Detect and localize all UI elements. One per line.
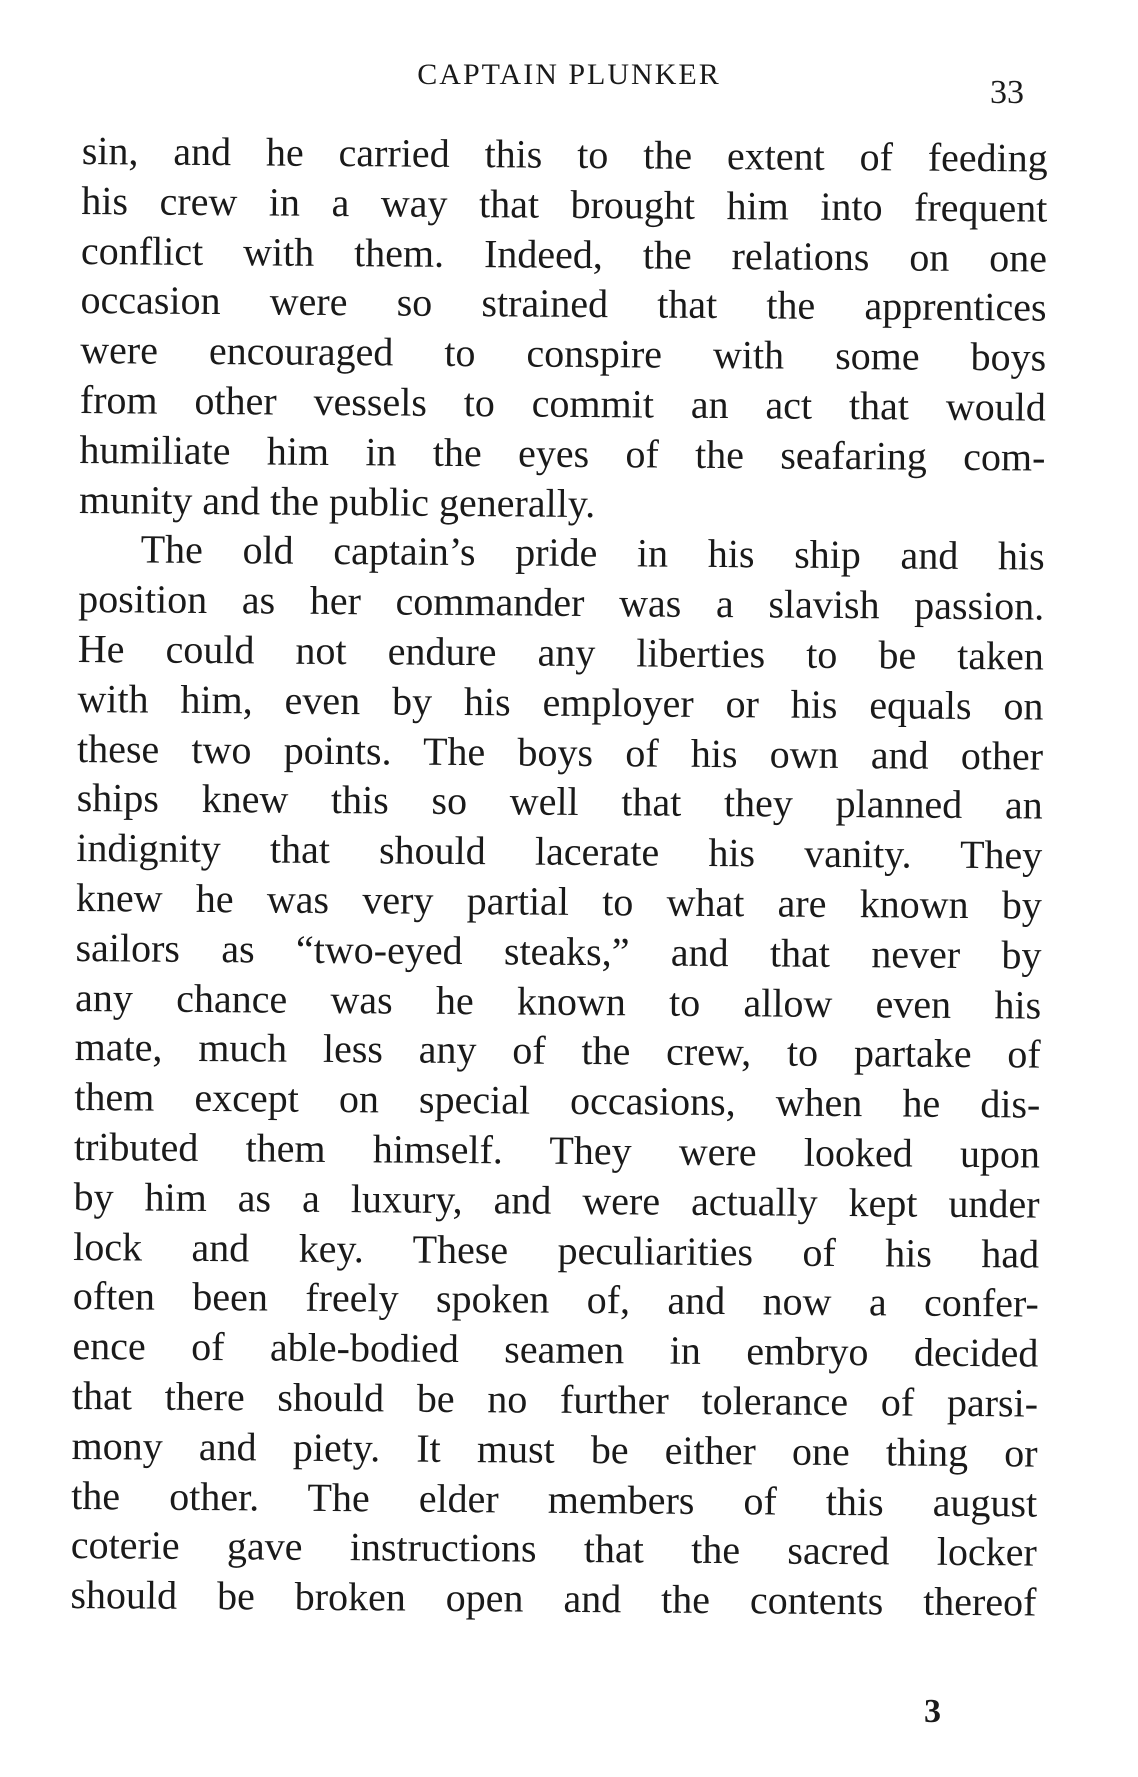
text-line: them except on special occasions, when he dis-	[74, 1074, 1041, 1127]
text-line: ships knew this so well that they planned an	[76, 775, 1043, 828]
text-line: should be broken open and the contents thereof	[70, 1572, 1037, 1625]
text-line: mate, much less any of the crew, to partake of	[74, 1024, 1041, 1077]
text-line: conflict with them. Indeed, the relations on one	[80, 227, 1048, 281]
text-line: occasion were so strained that the apprentices	[80, 277, 1047, 330]
text-line: position as her commander was a slavish passion.	[78, 576, 1045, 629]
running-title: CAPTAIN PLUNKER	[417, 58, 721, 91]
text-line: indignity that should lacerate his vanity. They	[76, 825, 1043, 878]
body-text	[70, 126, 1048, 1627]
text-line: any chance was he known to allow even his	[74, 974, 1042, 1028]
text-line: by him as a luxury, and were actually kept under	[73, 1173, 1040, 1227]
text-line: sailors as “two-eyed steaks,” and that never by	[75, 924, 1042, 978]
text-line: mony and piety. It must be either one thing or	[71, 1422, 1038, 1476]
signature-mark: 3	[924, 1693, 941, 1730]
text-line: lock and key. These peculiarities of his had	[73, 1223, 1040, 1277]
text-line: The old captain’s pride in his ship and his	[140, 526, 1045, 579]
text-line: tributed them himself. They were looked upon	[73, 1123, 1041, 1177]
text-line: often been freely spoken of, and now a confer-	[72, 1273, 1039, 1326]
text-line: He could not endure any liberties to be taken	[77, 625, 1045, 679]
text-line: the other. The elder members of this august	[71, 1472, 1038, 1526]
text-line: ence of able-bodied seamen in embryo decided	[72, 1323, 1039, 1376]
text-line: that there should be no further tolerance of parsi-	[71, 1372, 1039, 1426]
text-line: were encouraged to conspire with some boys	[80, 327, 1047, 380]
text-line: humiliate him in the eyes of the seafaring com-	[79, 426, 1046, 480]
text-line: from other vessels to commit an act that would	[79, 376, 1046, 430]
text-line: sin, and he carried this to the extent of feeding	[81, 127, 1048, 181]
text-line: coterie gave instructions that the sacred locker	[70, 1522, 1038, 1575]
page-number: 33	[990, 74, 1024, 111]
text-line: with him, even by his employer or his equals on	[77, 675, 1044, 729]
text-line: these two points. The boys of his own and other	[76, 725, 1044, 779]
text-line: knew he was very partial to what are known by	[75, 874, 1043, 928]
text-line: his crew in a way that brought him into frequent	[81, 177, 1048, 231]
text-line: munity and the public generally.	[78, 476, 596, 526]
